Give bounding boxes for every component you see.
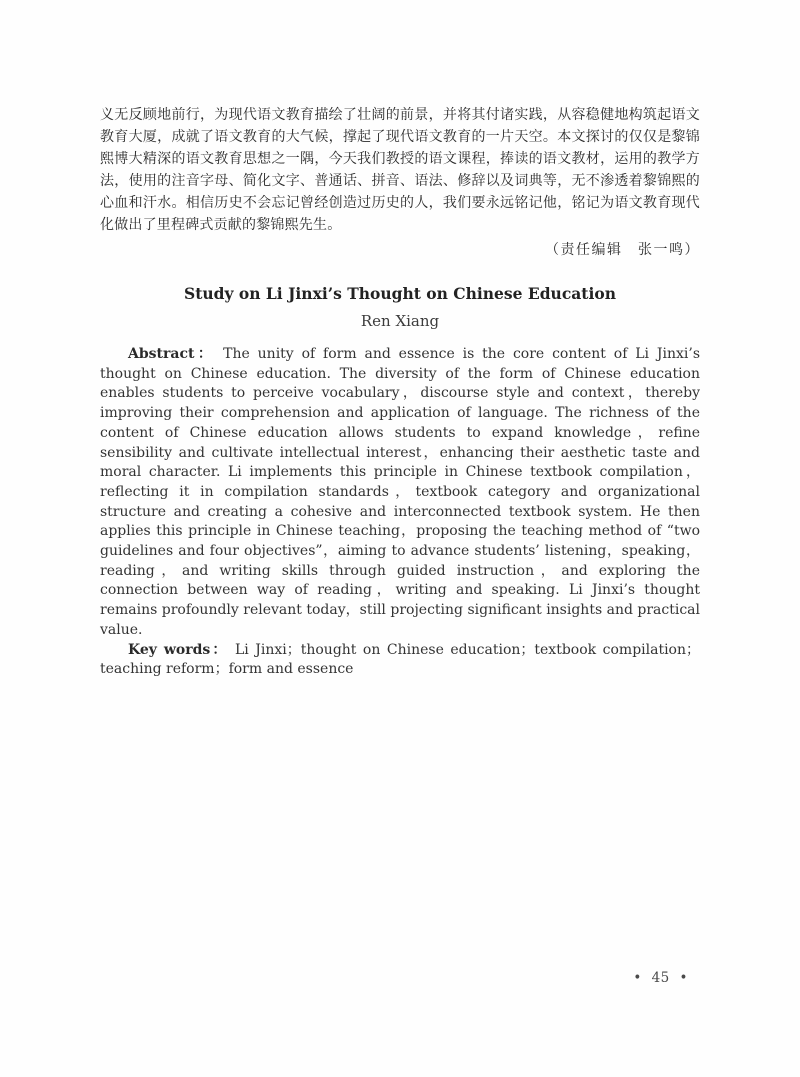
author-name: Ren Xiang bbox=[360, 312, 440, 330]
editor-credit: （责任编辑 张一鸣） bbox=[545, 242, 700, 258]
keywords-paragraph bbox=[100, 641, 700, 680]
keywords-label: Key words： bbox=[128, 641, 229, 658]
abstract-paragraph bbox=[100, 345, 700, 641]
keywords-text: Li Jinxi；thought on Chinese education；textbook compilation；teaching reform；form and essence bbox=[100, 641, 701, 678]
page-number: • 45 • bbox=[633, 970, 688, 986]
abstract-label: Abstract： bbox=[128, 346, 216, 362]
chinese-conclusion-paragraph: 义无反顾地前行，为现代语文教育描绘了壮阔的前景，并将其付诸实践，从容稳健地构筑起语文教育大厦，成就了语文教育的大气候，撑起了现代语文教育的一片天空。本文探讨的仅仅是黎锦熙博大精深的语文教育思想之一隅，今天我们教授的语文课程，捧读的语文教材，运用的教学方法，使用的注音字母、简化文字、普通话、拼音、语法、修辞以及词典等，无不渗透着黎锦熙的心血和汗水。相信历史不会忘记曾经创造过历史的人，我们要永远铭记他，铭记为语文教育现代化做出了里程碑式贡献的黎锦熙先生。 bbox=[100, 107, 700, 233]
english-article-title: Study on Li Jinxi’s Thought on Chinese Education bbox=[184, 284, 616, 303]
page-content bbox=[100, 104, 700, 680]
abstract-text: The unity of form and essence is the core content of Li Jinxi’s thought on Chinese education. The diversity of the form of Chinese education enables students to perceive vocabulary，discourse style and context，thereby improving their comprehension and application of language. The richness of the content of Chinese education allows students to expand knowledge，refine sensibility and cultivate intellectual interest，enhancing their aesthetic taste and moral character. Li implements this principle in Chinese textbook compilation，reflecting it in compilation standards，textbook category and organizational structure and creating a cohesive and interconnected textbook system. He then applies this principle in Chinese teaching，proposing the teaching method of “two guidelines and four objectives”，aiming to advance students’ listening，speaking，reading，and writing skills through guided instruction，and exploring the connection between way of reading，writing and speaking. Li Jinxi’s thought remains profoundly relevant today，still projecting significant insights and practical value. bbox=[100, 346, 701, 638]
